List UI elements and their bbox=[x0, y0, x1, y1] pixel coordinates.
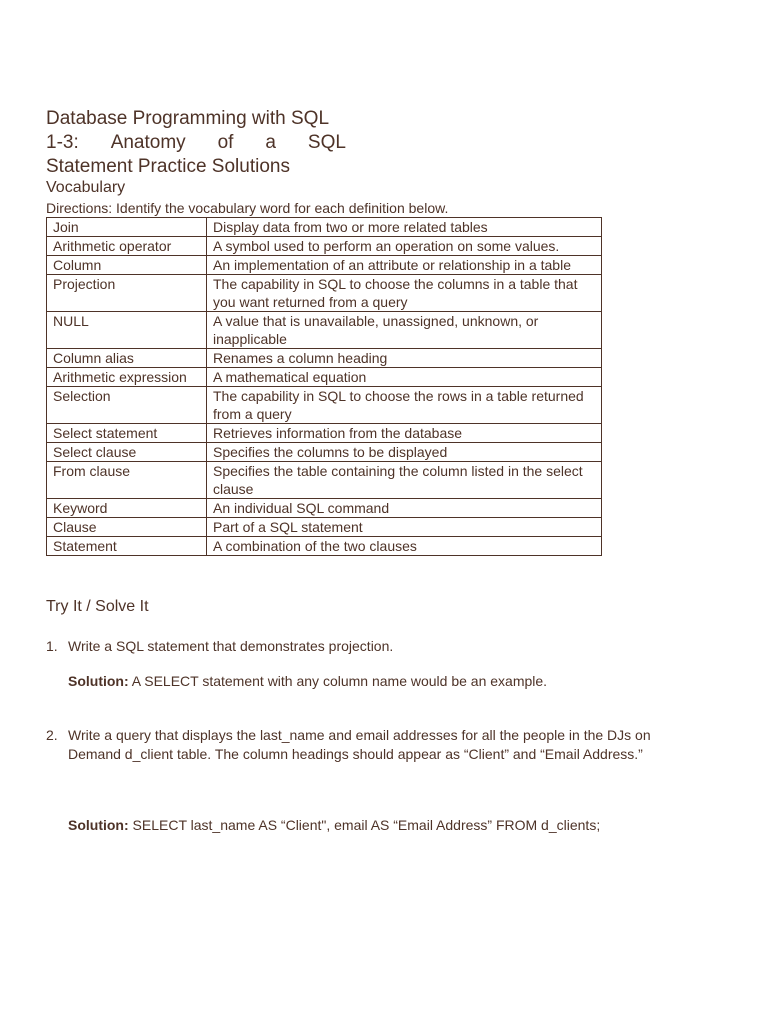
vocab-definition: A symbol used to perform an operation on some values. bbox=[207, 237, 602, 256]
solution-label: Solution: bbox=[68, 817, 129, 833]
question-number: 2. bbox=[46, 727, 58, 743]
vocab-term: Keyword bbox=[47, 499, 207, 518]
vocab-term: Arithmetic operator bbox=[47, 237, 207, 256]
question-text: Write a query that displays the last_name and email addresses for all the people in the DJs on Demand d_client table. The column headings should appear as “Client” and “Email Address.” bbox=[68, 727, 651, 762]
vocab-term: Select clause bbox=[47, 443, 207, 462]
table-row bbox=[47, 537, 602, 556]
table-row bbox=[47, 237, 602, 256]
vocab-definition: Specifies the columns to be displayed bbox=[207, 443, 602, 462]
vocab-definition: Display data from two or more related tables bbox=[207, 218, 602, 237]
vocab-definition: The capability in SQL to choose the rows in a table returned from a query bbox=[207, 387, 602, 424]
vocab-definition: A mathematical equation bbox=[207, 368, 602, 387]
table-row bbox=[47, 312, 602, 349]
vocabulary-heading: Vocabulary bbox=[46, 179, 126, 196]
vocab-term: Column alias bbox=[47, 349, 207, 368]
vocab-definition: Retrieves information from the database bbox=[207, 424, 602, 443]
vocab-definition: A value that is unavailable, unassigned, unknown, or inapplicable bbox=[207, 312, 602, 349]
try-it-heading: Try It / Solve It bbox=[46, 598, 149, 615]
page-title-line-2 bbox=[46, 131, 346, 155]
table-row bbox=[47, 424, 602, 443]
question-number: 1. bbox=[46, 638, 58, 654]
solution-text: SELECT last_name AS “Client", email AS “Email Address” FROM d_clients; bbox=[128, 817, 601, 833]
vocabulary-table bbox=[46, 217, 602, 556]
table-row bbox=[47, 387, 602, 424]
title-word: Anatomy bbox=[110, 132, 186, 153]
vocab-term: Column bbox=[47, 256, 207, 275]
title-word: SQL bbox=[307, 132, 346, 153]
vocab-definition: Renames a column heading bbox=[207, 349, 602, 368]
table-row bbox=[47, 499, 602, 518]
vocab-definition: The capability in SQL to choose the columns in a table that you want returned from a query bbox=[207, 275, 602, 312]
title-word: a bbox=[265, 132, 276, 153]
table-row bbox=[47, 256, 602, 275]
vocab-definition: An implementation of an attribute or relationship in a table bbox=[207, 256, 602, 275]
vocab-term: Projection bbox=[47, 275, 207, 312]
title-word: of bbox=[217, 132, 234, 153]
vocab-definition: Specifies the table containing the column listed in the select clause bbox=[207, 462, 602, 499]
table-row bbox=[47, 462, 602, 499]
solution-text: A SELECT statement with any column name would be an example. bbox=[128, 673, 548, 689]
vocab-term: Join bbox=[47, 218, 207, 237]
question-text: Write a SQL statement that demonstrates projection. bbox=[68, 638, 394, 654]
vocab-term: Select statement bbox=[47, 424, 207, 443]
vocab-term: Clause bbox=[47, 518, 207, 537]
vocab-definition: An individual SQL command bbox=[207, 499, 602, 518]
title-word: 1-3: bbox=[46, 132, 79, 153]
solution bbox=[68, 816, 708, 835]
page-title-line-3: Statement Practice Solutions bbox=[46, 156, 290, 177]
table-row bbox=[47, 368, 602, 387]
vocab-definition: Part of a SQL statement bbox=[207, 518, 602, 537]
table-row bbox=[47, 275, 602, 312]
table-row bbox=[47, 443, 602, 462]
table-row bbox=[47, 349, 602, 368]
table-row bbox=[47, 218, 602, 237]
vocab-term: NULL bbox=[47, 312, 207, 349]
vocab-term: Arithmetic expression bbox=[47, 368, 207, 387]
solution bbox=[68, 672, 708, 691]
vocab-term: From clause bbox=[47, 462, 207, 499]
table-row bbox=[47, 518, 602, 537]
vocabulary-directions: Directions: Identify the vocabulary word for each definition below. bbox=[46, 200, 449, 216]
page-title: Database Programming with SQL bbox=[46, 108, 330, 129]
vocab-definition: A combination of the two clauses bbox=[207, 537, 602, 556]
vocab-term: Selection bbox=[47, 387, 207, 424]
solution-label: Solution: bbox=[68, 673, 129, 689]
vocab-term: Statement bbox=[47, 537, 207, 556]
